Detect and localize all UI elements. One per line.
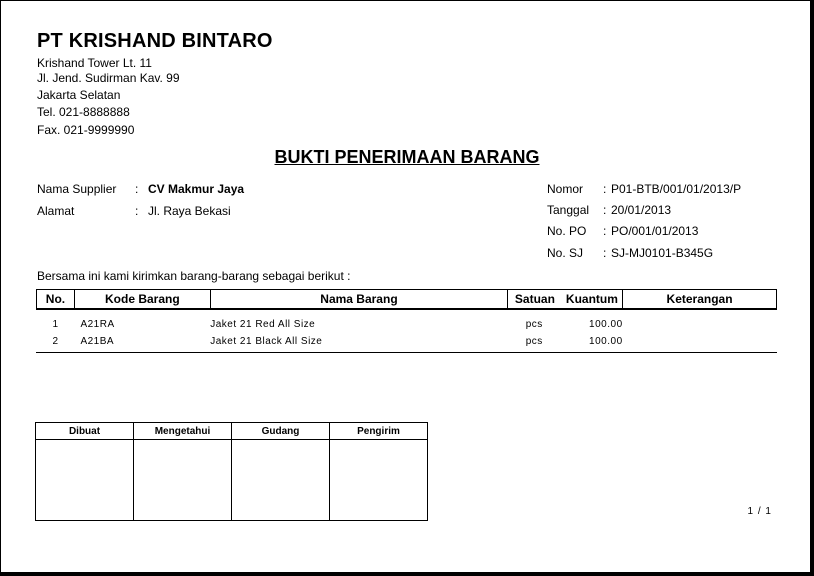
sj-separator: : [603,246,607,260]
signature-header-mengetahui: Mengetahui [134,423,232,440]
signature-header-pengirim: Pengirim [330,423,428,440]
sj-value: SJ-MJ0101-B345G [611,246,714,260]
row-kode-barang: A21BA [80,336,115,347]
items-table-bottom-rule [36,352,777,353]
row-keterangan [623,316,777,333]
nomor-separator: : [603,182,607,196]
company-address-line-1: Krishand Tower Lt. 11 [37,56,152,70]
items-table-header [37,290,777,310]
row-satuan: pcs [525,319,543,330]
supplier-name-value: CV Makmur Jaya [148,182,245,196]
company-address-line-2: Jl. Jend. Sudirman Kav. 99 [37,71,180,85]
supplier-name-label: Nama Supplier [37,182,117,196]
po-separator: : [603,224,607,238]
po-label: No. PO [547,224,587,238]
company-address-line-3: Jakarta Selatan [37,88,121,102]
row-nama-barang: Jaket 21 Red All Size [210,319,316,330]
company-fax: Fax. 021-9999990 [37,123,135,137]
col-header-keterangan: Keterangan [623,290,777,310]
col-header-kuantum: Kuantum [562,290,623,310]
nomor-value: P01-BTB/001/01/2013/P [611,182,742,196]
tanggal-label: Tanggal [547,203,590,217]
po-value: PO/001/01/2013 [611,224,699,238]
row-no: 1 [52,319,59,330]
signature-header-gudang: Gudang [232,423,330,440]
company-name: PT KRISHAND BINTARO [37,30,273,52]
company-phone: Tel. 021-8888888 [37,105,130,119]
signature-table [35,422,428,521]
sj-label: No. SJ [547,246,584,260]
page-number: 1 / 1 [747,506,772,517]
table-row [37,333,777,350]
signature-box-gudang [232,440,330,521]
document-title: BUKTI PENERIMAAN BARANG [274,147,540,167]
supplier-name-separator: : [135,182,139,196]
row-kuantum: 100.00 [589,336,623,347]
col-header-no: No. [37,290,75,310]
signature-box-pengirim [330,440,428,521]
table-row [37,316,777,333]
supplier-address-value: Jl. Raya Bekasi [148,204,231,218]
row-no: 2 [52,336,59,347]
row-satuan: pcs [525,336,543,347]
row-keterangan [623,333,777,350]
supplier-address-label: Alamat [37,204,75,218]
row-nama-barang: Jaket 21 Black All Size [210,336,323,347]
signature-box-dibuat [36,440,134,521]
col-header-nama-barang: Nama Barang [210,290,507,310]
row-kode-barang: A21RA [80,319,115,330]
intro-text: Bersama ini kami kirimkan barang-barang sebagai berikut : [37,269,351,283]
supplier-address-separator: : [135,204,139,218]
col-header-satuan: Satuan [508,290,562,310]
row-kuantum: 100.00 [589,319,623,330]
col-header-kode-barang: Kode Barang [74,290,210,310]
tanggal-separator: : [603,203,607,217]
signature-box-mengetahui [134,440,232,521]
signature-header-dibuat: Dibuat [36,423,134,440]
tanggal-value: 20/01/2013 [611,203,672,217]
nomor-label: Nomor [547,182,584,196]
items-table [36,289,777,350]
